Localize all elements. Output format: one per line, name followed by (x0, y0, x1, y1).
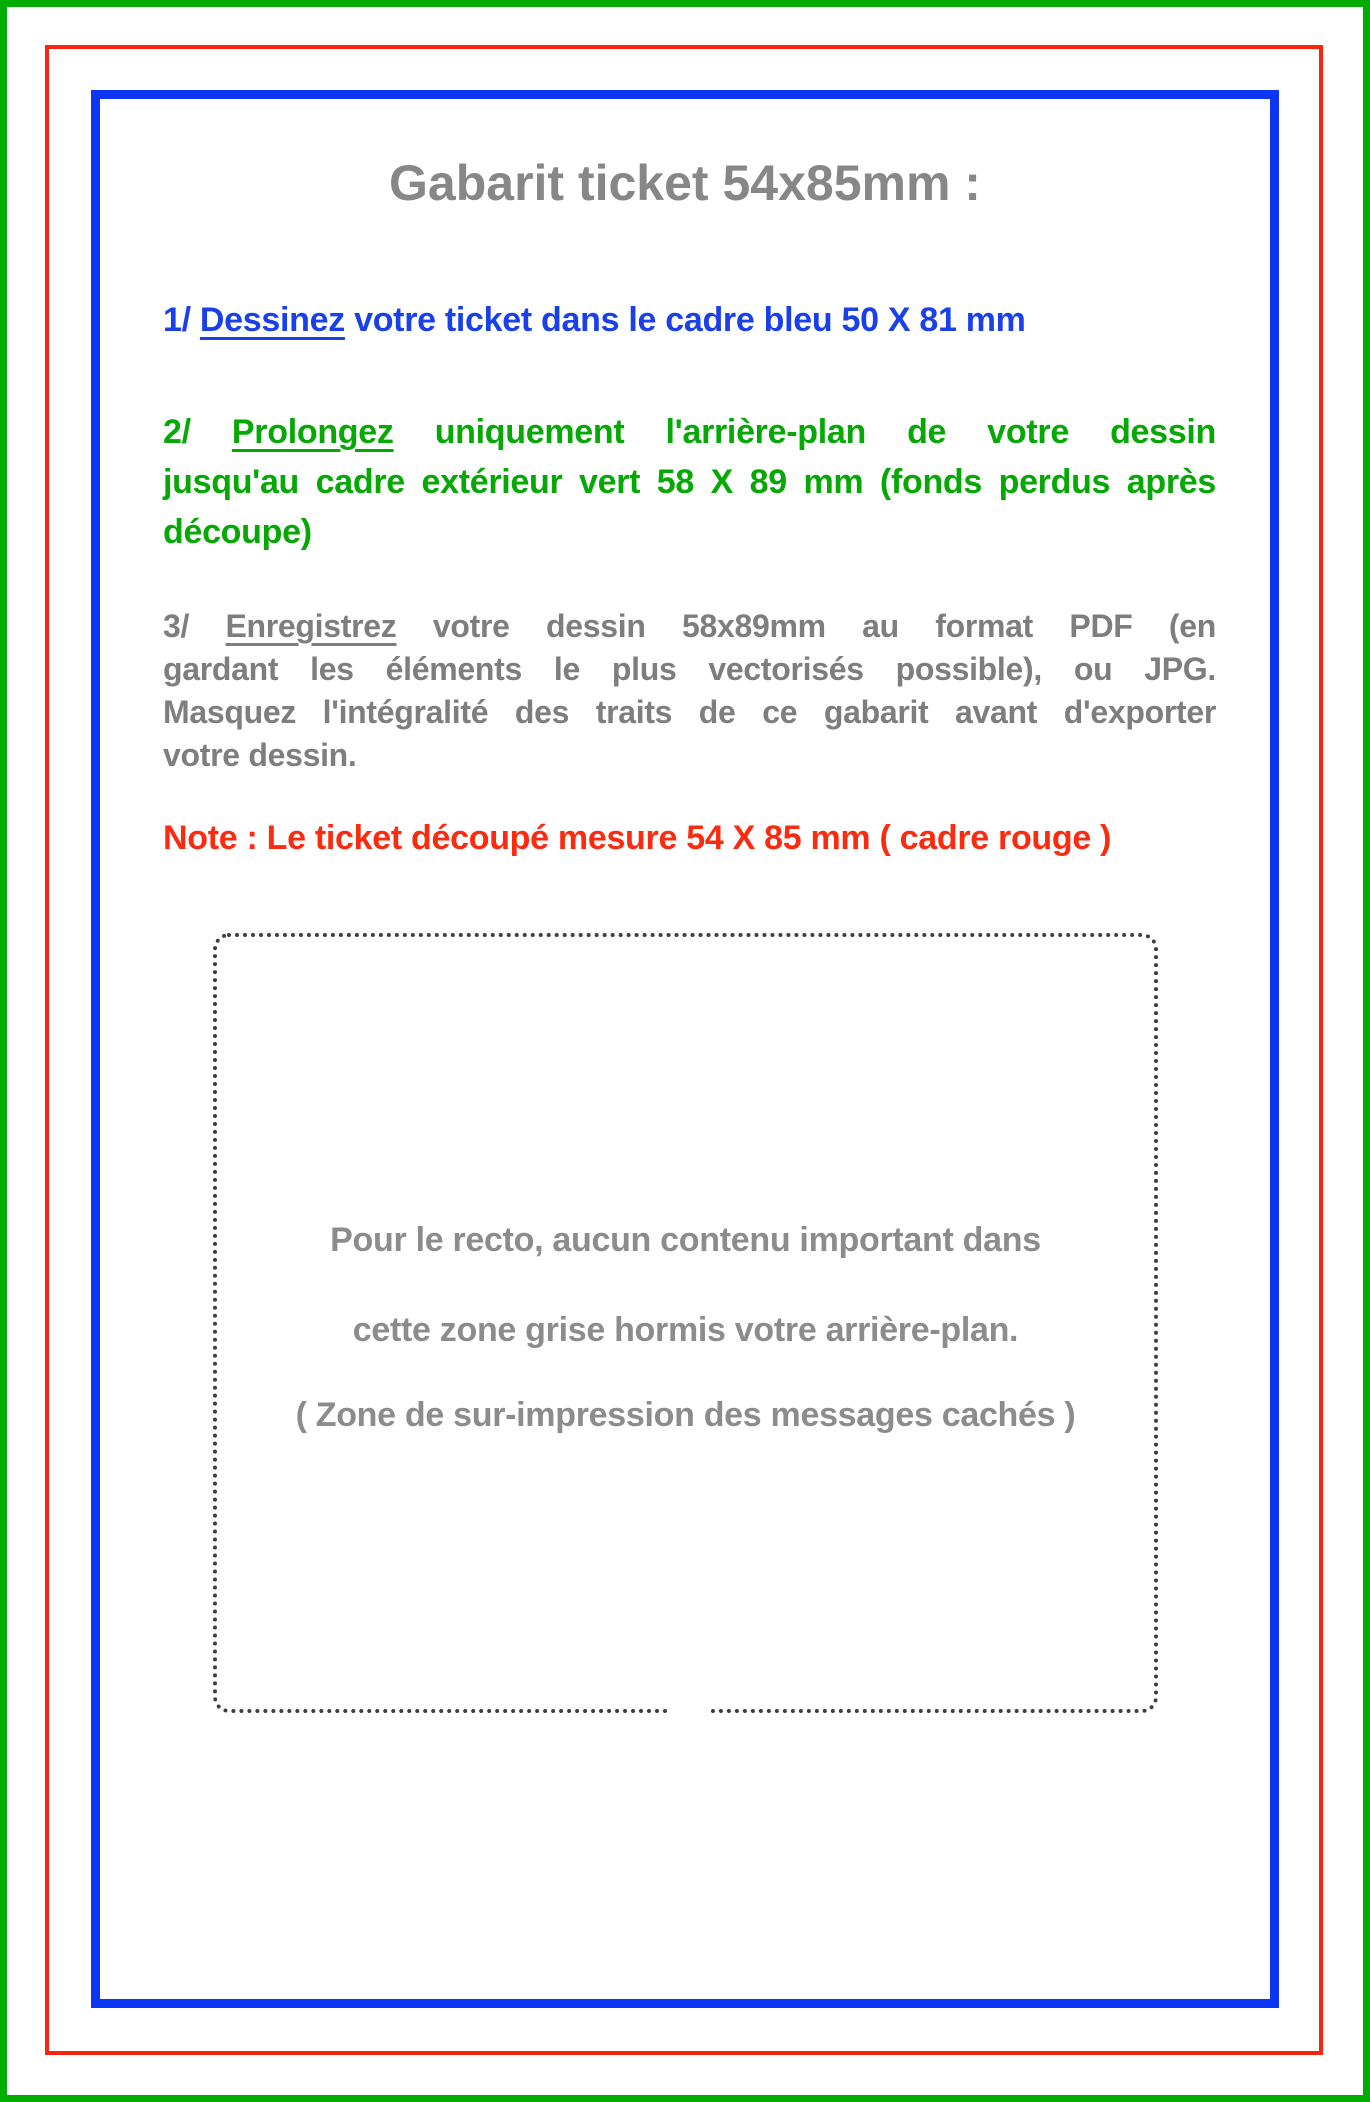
step-2-action: Prolongez (231, 413, 394, 451)
instruction-step-3 (163, 605, 1216, 777)
step-3-line-2: gardant les éléments le plus vectorisés possible), ou JPG. (163, 651, 1216, 687)
hidden-messages-overprint-zone (213, 933, 1158, 1713)
step-1-text: votre ticket dans le cadre bleu 50 X 81 mm (354, 301, 1026, 339)
step-2-line-2: jusqu'au cadre extérieur vert 58 X 89 mm (fonds perdus après (163, 463, 1216, 501)
step-3-number: 3/ (163, 608, 190, 644)
step-3-action: Enregistrez (225, 608, 397, 644)
zone-border-gap (668, 1707, 708, 1714)
step-2-line-1 (163, 407, 1216, 457)
cut-size-note: Note : Le ticket découpé mesure 54 X 85 mm ( cadre rouge ) (163, 819, 1112, 857)
instruction-step-2 (163, 407, 1216, 557)
step-1-number: 1/ (163, 301, 191, 339)
zone-text-line-1: Pour le recto, aucun contenu important dans (330, 1221, 1041, 1259)
document-title: Gabarit ticket 54x85mm : (389, 155, 981, 211)
instruction-step-1 (163, 300, 1216, 340)
step-3-line-3: Masquez l'intégralité des traits de ce gabarit avant d'exporter (163, 694, 1216, 730)
step-2-line-3: découpe) (163, 513, 312, 551)
zone-text-line-3: ( Zone de sur-impression des messages cachés ) (295, 1396, 1076, 1434)
step-1-action: Dessinez (199, 301, 345, 339)
step-3-line-4: votre dessin. (163, 737, 357, 773)
step-3-line-1 (163, 605, 1216, 648)
step-2-line-1-text: uniquement l'arrière-plan de votre dessin (434, 413, 1216, 451)
step-2-number: 2/ (163, 413, 191, 451)
zone-text-line-2: cette zone grise hormis votre arrière-plan. (352, 1311, 1019, 1349)
step-3-line-1-text: votre dessin 58x89mm au format PDF (en (432, 608, 1216, 644)
